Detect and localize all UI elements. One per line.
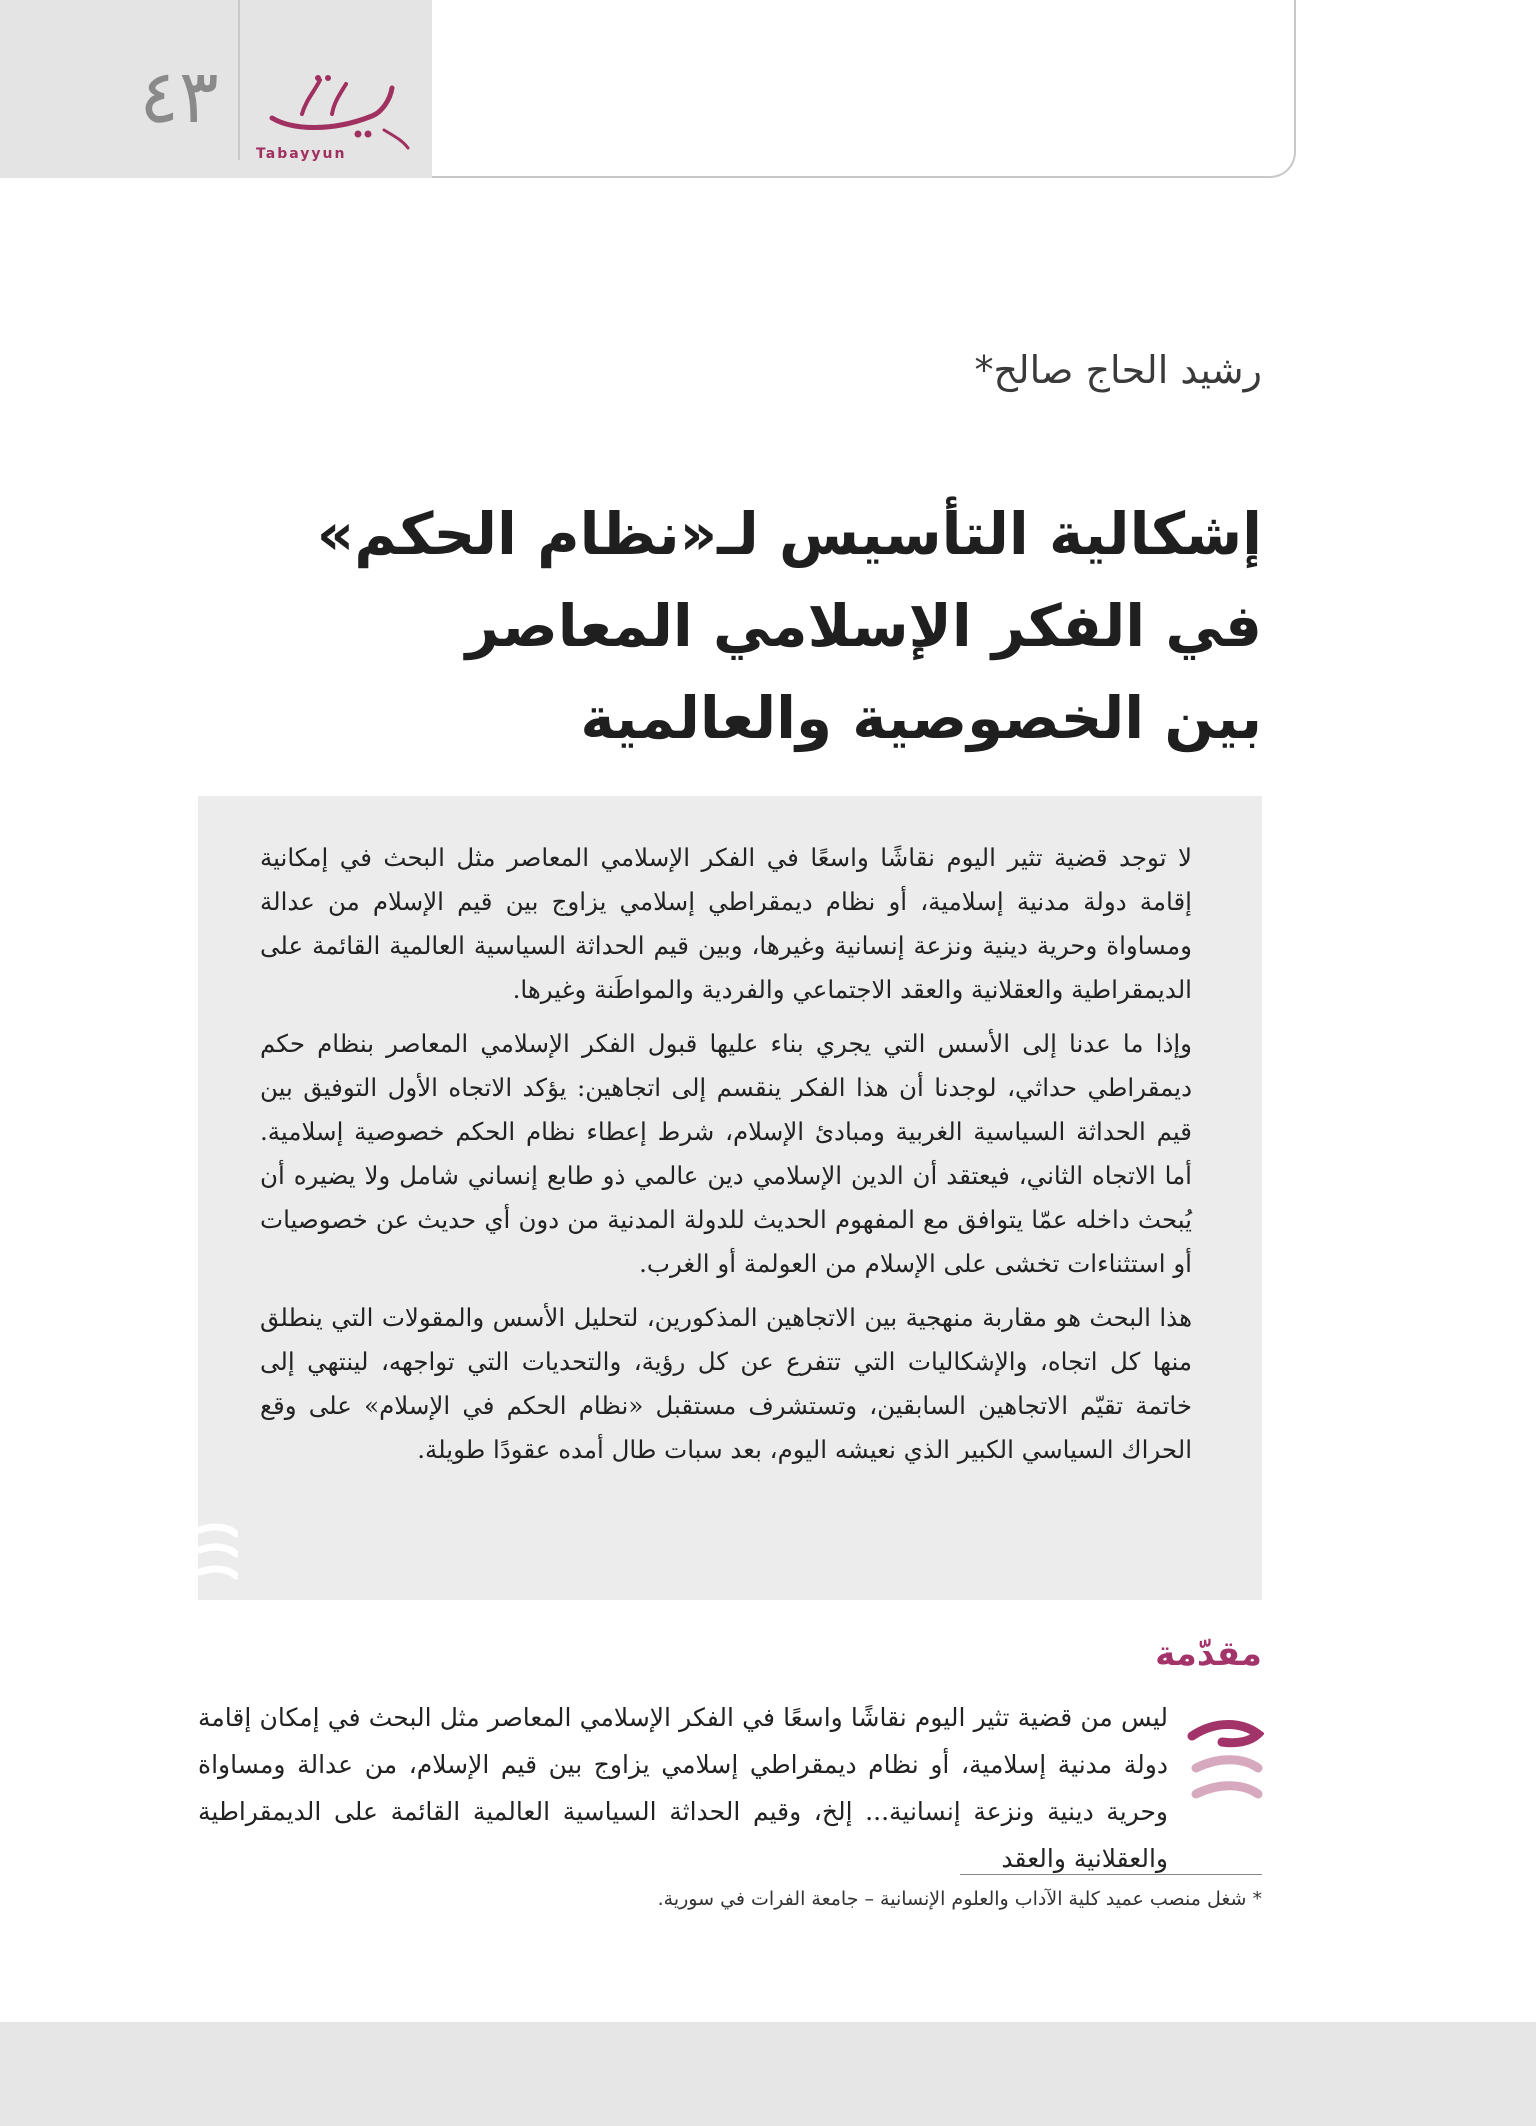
page-footer-band (0, 2022, 1536, 2126)
title-line-2: في الفكر الإسلامي المعاصر (465, 592, 1262, 660)
introduction-paragraph: ليس من قضية تثير اليوم نقاشًا واسعًا في الفكر الإسلامي المعاصر مثل البحث في إمكان إقامة دولة مدنية إسلامية، أو نظام ديمقراطي إسلامي يزاوج بين قيم الإسلام، من عدالة ومساواة وحرية دينية ونزعة إنسانية... إلخ، وقيم الحداثة السياسية العالمية القائمة على الديمقراطية والعقلانية والعقد (198, 1703, 1168, 1873)
dropcap-ornament-icon (1186, 1712, 1264, 1808)
abstract-paragraph-3: هذا البحث هو مقاربة منهجية بين الاتجاهين المذكورين، لتحليل الأسس والمقولات التي ينطلق منها كل اتجاه، والإشكاليات التي تتفرع عن كل رؤية، والتحديات التي تواجهه، لينتهي إلى خاتمة تقيّم الاتجاهين السابقين، وتستشرف مستقبل «نظام الحكم في الإسلام» على وقع الحراك السياسي الكبير الذي نعيشه اليوم، بعد سبات طال أمده عقودًا طويلة. (260, 1303, 1192, 1464)
page-number: ٤٣ (139, 54, 219, 140)
header-divider (238, 0, 240, 160)
abstract-text (260, 836, 1192, 1482)
footnote: * شغل منصب عميد كلية الآداب والعلوم الإنسانية – جامعة الفرات في سورية. (657, 1888, 1262, 1910)
watermark-icon (196, 1520, 238, 1600)
logo-latin-text: Tabayyun (256, 146, 347, 162)
author-name: رشيد الحاج صالح* (974, 348, 1262, 392)
abstract-paragraph-2: وإذا ما عدنا إلى الأسس التي يجري بناء عليها قبول الفكر الإسلامي المعاصر بنظام حكم ديمقراطي حداثي، لوجدنا أن هذا الفكر ينقسم إلى اتجاهين: يؤكد الاتجاه الأول التوفيق بين قيم الحداثة السياسية الغربية ومبادئ الإسلام، شرط إعطاء نظام الحكم خصوصية إسلامية. أما الاتجاه الثاني، فيعتقد أن الدين الإسلامي دين عالمي ذو طابع إنساني شامل ولا يضيره أن يُبحث داخله عمّا يتوافق مع المفهوم الحديث للدولة المدنية من دون أي حديث عن خصوصيات أو استثناءات تخشى على الإسلام من العولمة أو الغرب. (260, 1029, 1192, 1278)
title-line-1: إشكالية التأسيس لـ«نظام الحكم» (316, 500, 1262, 568)
article-title (316, 488, 1262, 764)
footnote-divider (960, 1874, 1262, 1875)
title-line-3: بين الخصوصية والعالمية (580, 684, 1262, 752)
abstract-box (198, 796, 1262, 1600)
section-heading: مقدّمة (1155, 1634, 1262, 1674)
tabayyun-logo (262, 70, 412, 150)
introduction-text (198, 1694, 1168, 1882)
abstract-paragraph-1: لا توجد قضية تثير اليوم نقاشًا واسعًا في الفكر الإسلامي المعاصر مثل البحث في إمكانية إقامة دولة مدنية إسلامية، أو نظام ديمقراطي إسلامي يزاوج بين قيم الإسلام من عدالة ومساواة وحرية دينية ونزعة إنسانية وغيرها، وبين قيم الحداثة السياسية العالمية القائمة على الديمقراطية والعقلانية والعقد الاجتماعي والفردية والمواطَنة وغيرها. (260, 843, 1192, 1004)
